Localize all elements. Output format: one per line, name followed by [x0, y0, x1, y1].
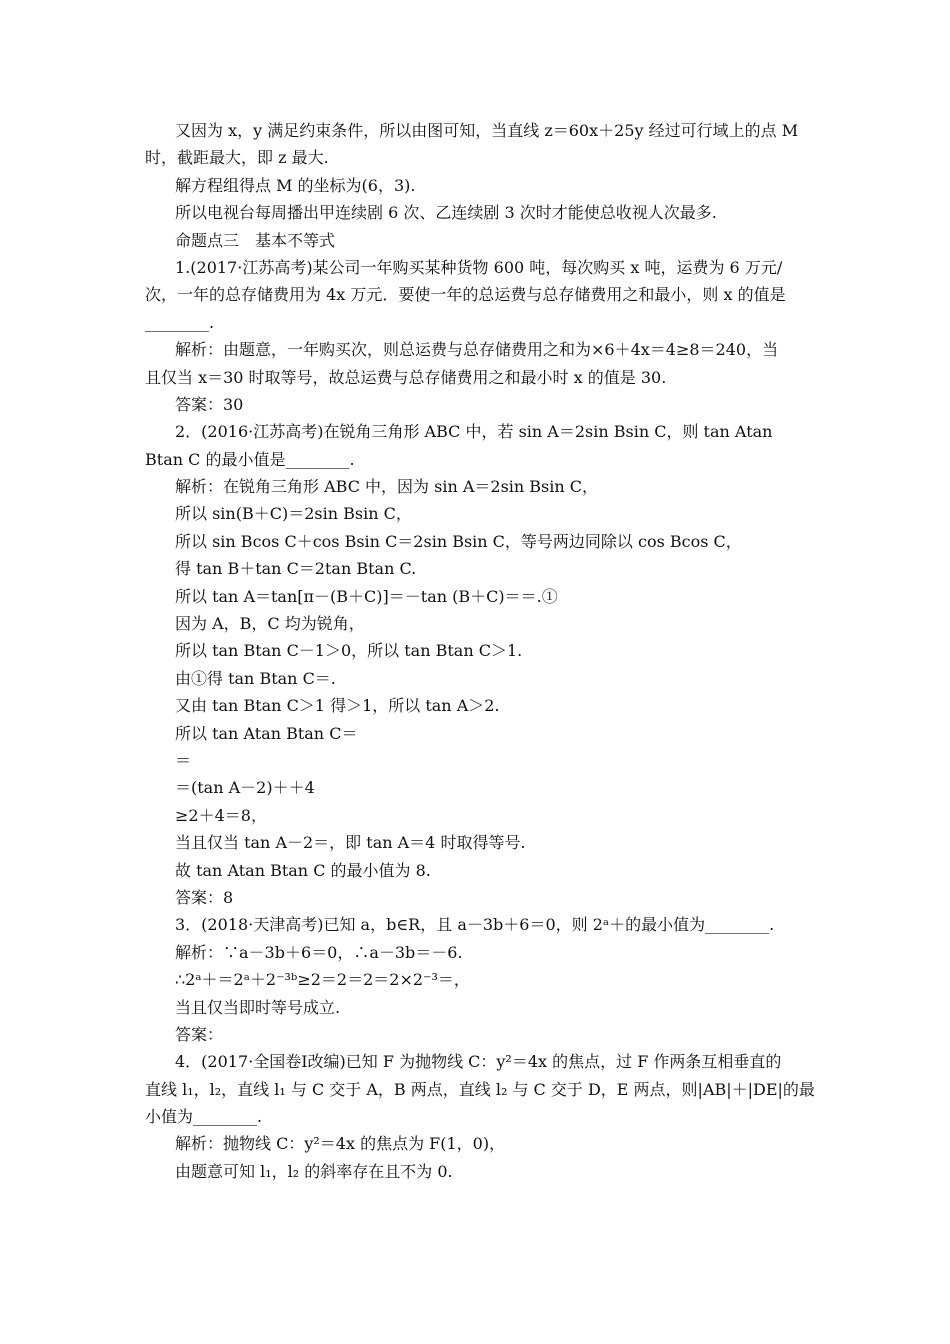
text-line: 由①得 tan Btan C＝. — [175, 668, 336, 688]
text-line: 所以 tan Btan C－1＞0，所以 tan Btan C＞1. — [175, 641, 523, 661]
text-line: 次，一年的总存储费用为 4x 万元．要使一年的总运费与总存储费用之和最小，则 x 的值是 — [145, 285, 786, 305]
text-line: 又因为 x，y 满足约束条件，所以由图可知，当直线 z＝60x＋25y 经过可行域上的点 M — [175, 121, 799, 140]
text-line: 答案：8 — [175, 887, 234, 907]
text-line: 当且仅当 tan A－2＝，即 tan A＝4 时取得等号. — [175, 833, 526, 853]
text-line: 4．(2017·全国卷Ⅰ改编)已知 F 为抛物线 C：y²＝4x 的焦点，过 F 作两条互相垂直的 — [175, 1052, 782, 1072]
text-line: 命题点三 基本不等式 — [175, 230, 336, 250]
text-line: 当且仅当即时等号成立. — [175, 997, 341, 1017]
text-line: 故 tan Atan Btan C 的最小值为 8. — [175, 860, 431, 880]
text-line: 时，截距最大，即 z 最大. — [145, 148, 329, 168]
text-line: 答案： — [175, 1024, 224, 1044]
text-line: 1.(2017·江苏高考)某公司一年购买某种货物 600 吨，每次购买 x 吨，运费为 6 万元/ — [175, 257, 783, 277]
text-line: 所以 sin Bcos C＋cos Bsin C＝2sin Bsin C，等号两边同除以 cos Bcos C， — [175, 531, 742, 551]
text-line: 因为 A，B，C 均为锐角， — [175, 614, 365, 634]
text-line: 又由 tan Btan C＞1 得＞1，所以 tan A＞2. — [175, 696, 500, 716]
text-line: ＝ — [175, 750, 192, 770]
text-line: ≥2＋4＝8， — [175, 805, 267, 825]
text-line: 且仅当 x＝30 时取等号，故总运费与总存储费用之和最小时 x 的值是 30. — [145, 367, 667, 387]
text-line: 2．(2016·江苏高考)在锐角三角形 ABC 中，若 sin A＝2sin Bsin C，则 tan Atan — [175, 422, 773, 442]
text-line: 3．(2018·天津高考)已知 a，b∈R，且 a－3b＋6＝0，则 2ᵃ＋的最小值为________. — [175, 915, 775, 935]
text-line: 答案：30 — [175, 394, 244, 414]
document-body — [145, 117, 815, 1185]
text-line: ________. — [145, 312, 215, 332]
text-line: 解析：抛物线 C：y²＝4x 的焦点为 F(1，0)， — [175, 1134, 506, 1154]
text-line: Btan C 的最小值是________. — [145, 449, 355, 469]
text-line: 得 tan B＋tan C＝2tan Btan C. — [175, 559, 417, 579]
text-line: ＝(tan A－2)＋＋4 — [175, 778, 315, 798]
text-line: 小值为________. — [145, 1107, 263, 1127]
text-line: 所以电视台每周播出甲连续剧 6 次、乙连续剧 3 次时才能使总收视人次最多. — [175, 203, 717, 223]
text-line: 所以 sin(B＋C)＝2sin Bsin C， — [175, 504, 412, 524]
text-line: 所以 tan A＝tan[π－(B＋C)]＝－tan (B＋C)＝＝.① — [175, 586, 558, 606]
text-line: 所以 tan Atan Btan C＝ — [175, 723, 358, 743]
text-line: 由题意可知 l₁，l₂ 的斜率存在且不为 0. — [175, 1161, 453, 1181]
text-line: 解析：∵a－3b＋6＝0，∴a－3b＝－6. — [175, 942, 463, 962]
text-line: 解析：由题意，一年购买次，则总运费与总存储费用之和为×6＋4x＝4≥8＝240，当 — [175, 340, 779, 360]
text-line: 解方程组得点 M 的坐标为(6，3). — [175, 175, 416, 195]
text-line: 直线 l₁，l₂，直线 l₁ 与 C 交于 A，B 两点，直线 l₂ 与 C 交于 D，E 两点，则|AB|＋|DE|的最 — [145, 1079, 815, 1099]
text-line: 解析：在锐角三角形 ABC 中，因为 sin A＝2sin Bsin C， — [175, 477, 599, 497]
text-line: ∴2ᵃ＋＝2ᵃ＋2⁻³ᵇ≥2＝2＝2＝2×2⁻³＝， — [175, 970, 470, 990]
